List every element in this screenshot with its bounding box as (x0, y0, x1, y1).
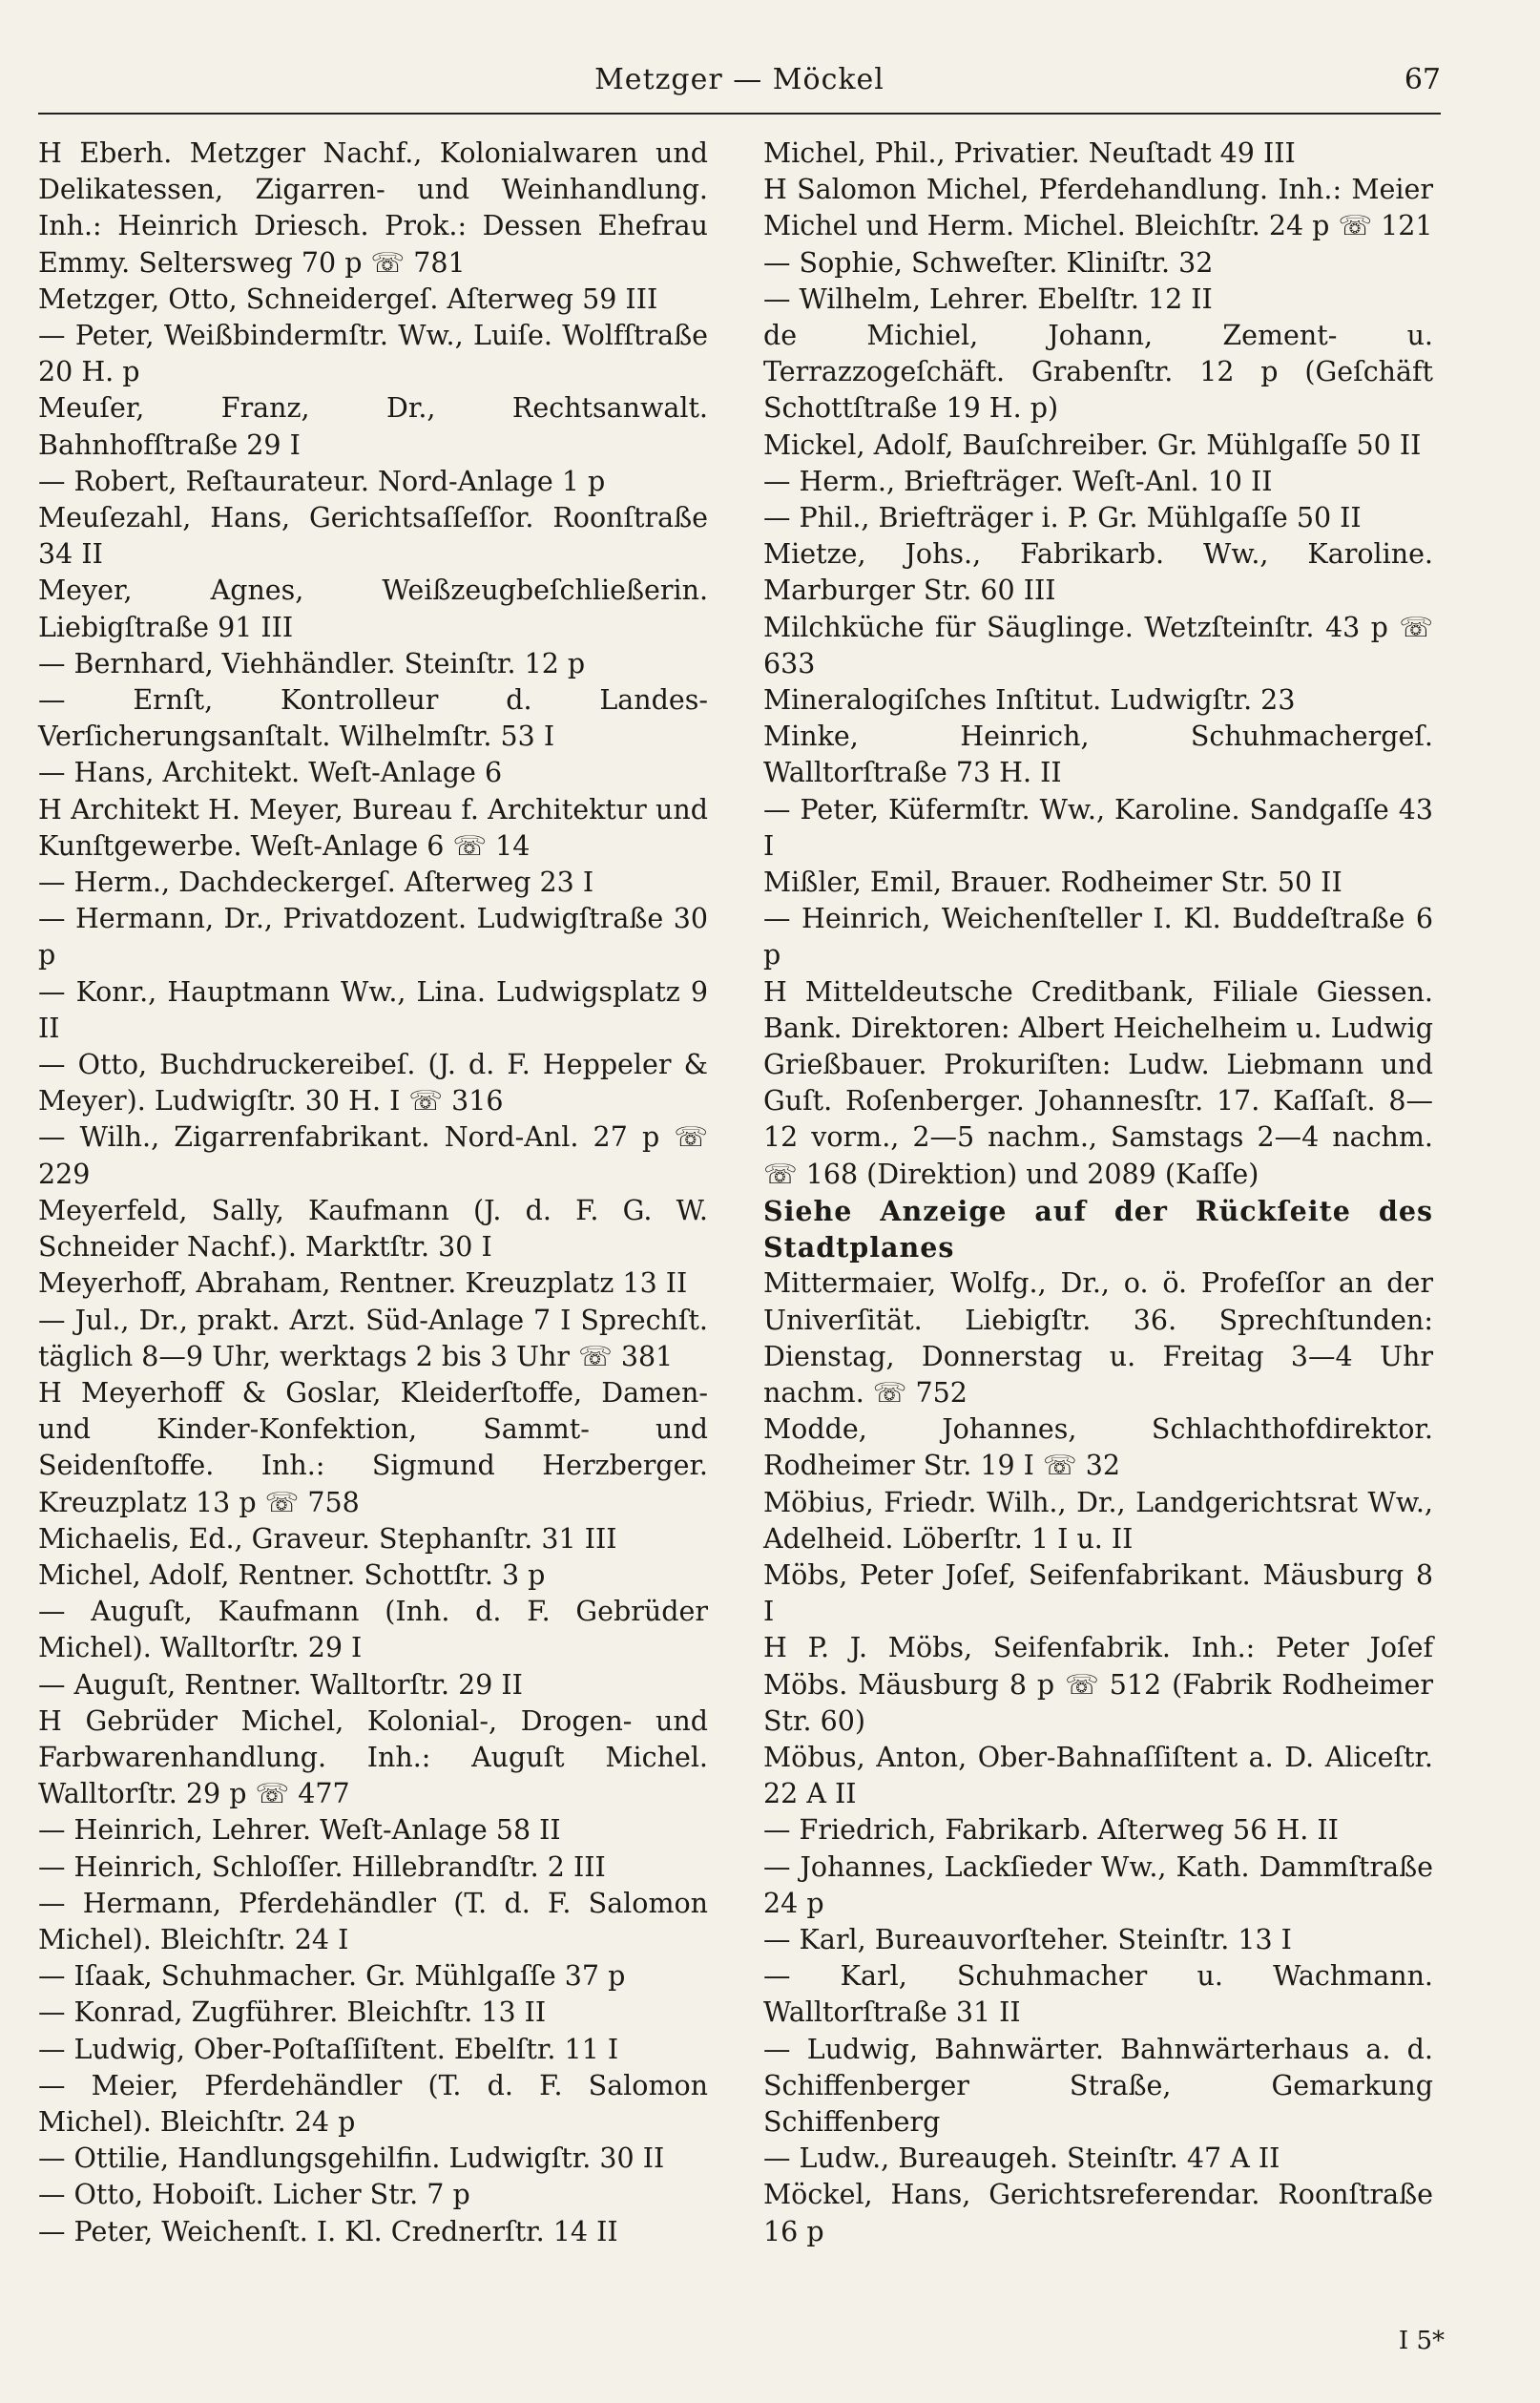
entry: — Auguſt, Kaufmann (Inh. d. F. Gebrüder Michel). Walltorſtr. 29 I (38, 1596, 708, 1664)
entry: — Ernſt, Kontrolleur d. Landes-Verſicherungsanſtalt. Wilhelmſtr. 53 I (38, 684, 708, 753)
entry: — Jul., Dr., prakt. Arzt. Süd-Anlage 7 I Sprechſt. täglich 8—9 Uhr, werktags 2 bis 3 Uhr ☏ 381 (38, 1304, 708, 1372)
right-column (763, 136, 1433, 2250)
entry: — Herm., Briefträger. Weſt-Anl. 10 II (763, 465, 1273, 497)
entry: — Hermann, Pferdehändler (T. d. F. Salomon Michel). Bleichſtr. 24 I (38, 1887, 708, 1955)
entry: — Ludwig, Ober-Poſtaſſiſtent. Ebelſtr. 11 I (38, 2033, 619, 2065)
entry: H Salomon Michel, Pferdehandlung. Inh.: Meier Michel und Herm. Michel. Bleichſtr. 24 p ☏ 121 (763, 174, 1433, 242)
entry: — Heinrich, Schloſſer. Hillebrandſtr. 2 III (38, 1850, 606, 1883)
entry: — Karl, Bureauvorſteher. Steinſtr. 13 I (763, 1923, 1292, 1955)
entry: de Michiel, Johann, Zement- u. Terrazzogeſchäft. Grabenſtr. 12 p (Geſchäft Schottſtraße 19 H. p) (763, 320, 1433, 425)
printer-signature: I 5* (1398, 2327, 1445, 2355)
entry: — Hermann, Dr., Privatdozent. Ludwigſtraße 30 p (38, 903, 708, 972)
entry: — Robert, Reſtaurateur. Nord-Anlage 1 p (38, 465, 606, 497)
advertisement-note: Siehe Anzeige auf der Rückſeite des Stadtplanes (763, 1194, 1433, 1264)
entry: — Wilh., Zigarrenfabrikant. Nord-Anl. 27 p ☏ 229 (38, 1121, 708, 1190)
entry: Mißler, Emil, Brauer. Rodheimer Str. 50 II (763, 867, 1342, 899)
entry: — Friedrich, Fabrikarb. Aſterweg 56 H. II (763, 1814, 1339, 1847)
entry: — Peter, Weichenſt. I. Kl. Crednerſtr. 14 II (38, 2215, 618, 2247)
entry: Meuſer, Franz, Dr., Rechtsanwalt. Bahnhofſtraße 29 I (38, 392, 708, 461)
running-head: Metzger — Möckel (594, 63, 884, 96)
entry: — Konr., Hauptmann Ww., Lina. Ludwigsplatz 9 II (38, 975, 708, 1044)
entry: H Gebrüder Michel, Kolonial-, Drogen- und Farbwarenhandlung. Inh.: Auguſt Michel. Walltorſtr. 29 p ☏ 477 (38, 1704, 708, 1810)
entry: — Hans, Architekt. Weſt-Anlage 6 (38, 757, 503, 789)
entry: — Johannes, Lackſieder Ww., Kath. Dammſtraße 24 p (763, 1850, 1433, 1919)
entry: — Otto, Hoboiſt. Licher Str. 7 p (38, 2179, 470, 2211)
entry: — Peter, Weißbindermſtr. Ww., Luiſe. Wolfſtraße 20 H. p (38, 320, 708, 388)
entry: H Eberh. Metzger Nachf., Kolonialwaren und Delikatessen, Zigarren- und Weinhandlung. Inh.: Heinrich Driesch. Prok.: Dessen Ehefrau Emmy. Seltersweg 70 p ☏ 781 (38, 137, 708, 279)
entry: Milchküche für Säuglinge. Wetzſteinſtr. 43 p ☏ 633 (763, 611, 1433, 679)
left-column (38, 136, 708, 2250)
entry: — Heinrich, Lehrer. Weſt-Anlage 58 II (38, 1814, 561, 1847)
entry: Möbs, Peter Joſef, Seifenfabrikant. Mäusburg 8 I (763, 1558, 1433, 1628)
entry: Michel, Phil., Privatier. Neuſtadt 49 III (763, 137, 1296, 169)
entry: — Auguſt, Rentner. Walltorſtr. 29 II (38, 1668, 523, 1701)
entry: Michel, Adolf, Rentner. Schottſtr. 3 p (38, 1558, 546, 1591)
entry: — Phil., Briefträger i. P. Gr. Mühlgaſſe 50 II (763, 502, 1362, 534)
entry: — Bernhard, Viehhändler. Steinſtr. 12 p (38, 647, 586, 679)
entry: Meyer, Agnes, Weißzeugbeſchließerin. Liebigſtraße 91 III (38, 575, 708, 643)
entry: Möbus, Anton, Ober-Bahnaſſiſtent a. D. Aliceſtr. 22 A II (763, 1741, 1433, 1810)
entry: — Karl, Schuhmacher u. Wachmann. Walltorſtraße 31 II (763, 1960, 1433, 2029)
entry: Mietze, Johs., Fabrikarb. Ww., Karoline. Marburger Str. 60 III (763, 538, 1433, 607)
entry: Meyerfeld, Sally, Kaufmann (J. d. F. G. W. Schneider Nachf.). Marktſtr. 30 I (38, 1194, 708, 1264)
page-number: 67 (1404, 63, 1441, 96)
entry: — Heinrich, Weichenſteller I. Kl. Buddeſtraße 6 p (763, 903, 1433, 972)
entry: — Peter, Küfermſtr. Ww., Karoline. Sandgaſſe 43 I (763, 793, 1433, 862)
entry: H Mitteldeutsche Creditbank, Filiale Giessen. Bank. Direktoren: Albert Heichelheim u. Ludwig Grießbauer. Prokuriſten: Ludw. Liebmann und Guſt. Roſenberger. Johannesſtr. 17. Kaſſaſt. 8—12 vorm., 2—5 nachm., Samstags 2—4 nachm. ☏ 168 (Direktion) und 2089 (Kaſſe) (763, 975, 1433, 1190)
entry: Metzger, Otto, Schneidergeſ. Aſterweg 59 III (38, 282, 658, 315)
entry: Mittermaier, Wolfg., Dr., o. ö. Profeſſor an der Univerſität. Liebigſtr. 36. Sprechſtunden: Dienstag, Donnerstag u. Freitag 3—4 Uhr nachm. ☏ 752 (763, 1267, 1433, 1409)
entry: H P. J. Möbs, Seifenfabrik. Inh.: Peter Joſef Möbs. Mäusburg 8 p ☏ 512 (Fabrik Rodheimer Str. 60) (763, 1632, 1433, 1737)
entry: — Ottilie, Handlungsgehilfin. Ludwigſtr. 30 II (38, 2142, 665, 2175)
entry: Minke, Heinrich, Schuhmachergeſ. Walltorſtraße 73 H. II (763, 721, 1433, 789)
entry: H Architekt H. Meyer, Bureau f. Architektur und Kunſtgewerbe. Weſt-Anlage 6 ☏ 14 (38, 793, 708, 862)
entry: — Ludwig, Bahnwärter. Bahnwärterhaus a. d. Schiffenberger Straße, Gemarkung Schiffenberg (763, 2033, 1433, 2138)
entry: Mineralogiſches Inſtitut. Ludwigſtr. 23 (763, 684, 1296, 717)
entry: Meuſezahl, Hans, Gerichtsaſſeſſor. Roonſtraße 34 II (38, 502, 708, 571)
entry: Michaelis, Ed., Graveur. Stephanſtr. 31 III (38, 1522, 617, 1555)
entry: Möckel, Hans, Gerichtsreferendar. Roonſtraße 16 p (763, 2179, 1433, 2247)
entry: — Iſaak, Schuhmacher. Gr. Mühlgaſſe 37 p (38, 1960, 626, 1993)
entry: Modde, Johannes, Schlachthofdirektor. Rodheimer Str. 19 I ☏ 32 (763, 1413, 1433, 1482)
entry: — Konrad, Zugführer. Bleichſtr. 13 II (38, 1996, 547, 2029)
entry: Möbius, Friedr. Wilh., Dr., Landgerichtsrat Ww., Adelheid. Löberſtr. 1 I u. II (763, 1486, 1433, 1555)
entry: — Sophie, Schweſter. Kliniſtr. 32 (763, 246, 1214, 279)
page-header (38, 55, 1441, 115)
entry: — Meier, Pferdehändler (T. d. F. Salomon Michel). Bleichſtr. 24 p (38, 2069, 708, 2138)
entry: — Otto, Buchdruckereibeſ. (J. d. F. Heppeler & Meyer). Ludwigſtr. 30 H. I ☏ 316 (38, 1049, 708, 1118)
entry: H Meyerhoff & Goslar, Kleiderſtoffe, Damen- und Kinder-Konfektion, Sammt- und Seidenſtoffe. Inh.: Sigmund Herzberger. Kreuzplatz 13 p ☏ 758 (38, 1376, 708, 1518)
entry: Meyerhoff, Abraham, Rentner. Kreuzplatz 13 II (38, 1267, 688, 1300)
entry: — Ludw., Bureaugeh. Steinſtr. 47 A II (763, 2142, 1280, 2175)
entry: Mickel, Adolf, Bauſchreiber. Gr. Mühlgaſſe 50 II (763, 428, 1422, 461)
entry: — Wilhelm, Lehrer. Ebelſtr. 12 II (763, 282, 1213, 315)
entry: — Herm., Dachdeckergeſ. Aſterweg 23 I (38, 867, 594, 899)
